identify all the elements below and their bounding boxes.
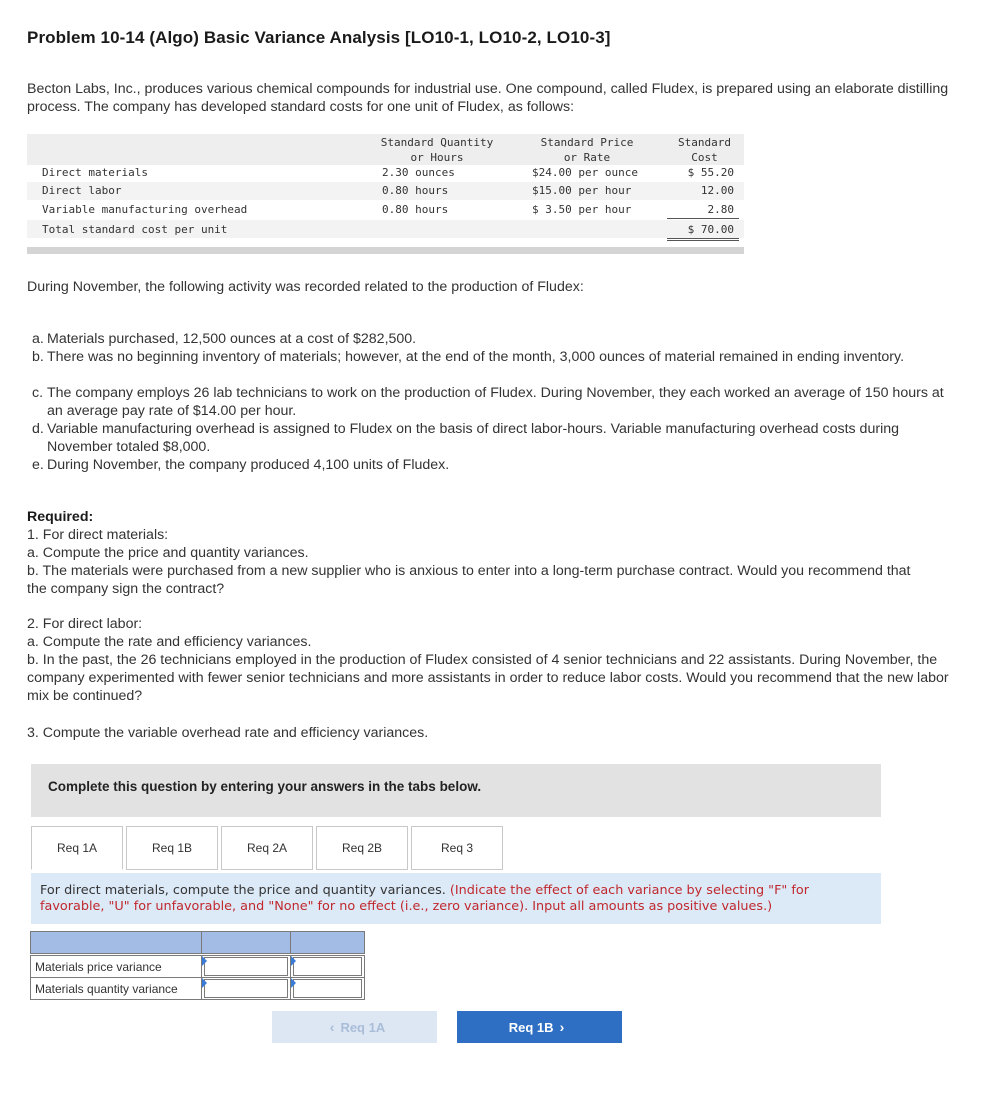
required-1-title: 1. For direct materials: [27,527,169,543]
answer-row-label: Materials quantity variance [30,977,202,1000]
intro-paragraph: Becton Labs, Inc., produces various chemical compounds for industrial use. One compound, called Fludex, is prepared using an elaborate distilling process. The company has developed standard costs for one unit of Fludex, as follows: [27,81,949,115]
header-price-line2: or Rate [563,151,611,164]
answer-row-label: Materials price variance [30,955,202,978]
instruction-note: (Indicate the effect of each variance by selecting "F" for favorable, "U" for unfavorable, and "None" for no effect (i.e., zero variance). Input all amounts as positive values.) [40,883,809,914]
row-price: $24.00 per ounce [532,166,638,179]
standard-cost-table [27,134,744,254]
required-2a: a. Compute the rate and efficiency variances. [27,634,312,650]
required-1a: a. Compute the price and quantity variances. [27,545,309,561]
row-label: Variable manufacturing overhead [42,203,248,216]
answer-table-header [201,931,291,954]
row-qty: 0.80 hours [382,184,449,197]
instructions-banner-text: Complete this question by entering your answers in the tabs below. [48,779,482,794]
header-qty-line2: or Hours [410,151,464,164]
total-label: Total standard cost per unit [42,223,228,236]
required-2b: b. In the past, the 26 technicians employed in the production of Fludex consisted of 4 senior technicians and 22 assistants. During November, the company experimented with fewer senior technicians and more assistants in order to reduce labor costs. Would you recommend that the new labor mix be continued? [27,652,949,704]
next-tab-button[interactable] [457,1011,622,1043]
table-row [201,955,291,978]
row-price: $ 3.50 per hour [532,203,632,216]
header-price-line1: Standard Price [540,136,634,149]
required-3: 3. Compute the variable overhead rate and efficiency variances. [27,725,429,741]
tab-req-1b[interactable]: Req 1B [126,826,218,870]
next-tab-label: Req 1B [508,1019,554,1035]
table-row [290,977,365,1000]
row-label: Direct labor [42,184,122,197]
prev-tab-label: Req 1A [340,1019,386,1035]
instructions-banner [31,764,881,817]
answer-table-header [290,931,365,954]
list-item: e. During November, the company produced 4,100 units of Fludex. [32,457,450,473]
prev-tab-button[interactable] [272,1011,437,1043]
table-row [201,977,291,1000]
chevron-left-icon: ‹ [329,1019,335,1035]
table-row [290,955,365,978]
header-qty-line1: Standard Quantity [380,136,494,149]
materials-price-variance-effect-select[interactable] [204,957,288,976]
answer-table-header [30,931,202,954]
input-marker-icon [291,956,296,966]
header-cost-line1: Standard [678,136,731,149]
tab-req-1a[interactable]: Req 1A [31,826,123,870]
list-item: b. There was no beginning inventory of materials; however, at the end of the month, 3,000 ounces of material remained in ending inventory. [32,349,905,365]
row-label: Direct materials [42,166,148,179]
list-item: a. Materials purchased, 12,500 ounces at a cost of $282,500. [32,331,417,347]
row-qty: 0.80 hours [382,203,449,216]
row-cost: $ 55.20 [687,166,734,179]
required-heading: Required: [27,509,94,525]
materials-price-variance-amount-input[interactable] [293,957,362,976]
instruction-box [31,873,881,924]
activity-intro: During November, the following activity was recorded related to the production of Fludex: [27,279,584,295]
row-cost: 12.00 [700,184,734,197]
instruction-text: For direct materials, compute the price and quantity variances. [40,883,450,898]
tab-req-2a[interactable]: Req 2A [221,826,313,870]
page-title: Problem 10-14 (Algo) Basic Variance Analysis [LO10-1, LO10-2, LO10-3] [27,28,611,47]
tab-req-3[interactable]: Req 3 [411,826,503,870]
required-1b: b. The materials were purchased from a new supplier who is anxious to enter into a long-term purchase contract. Would you recommend that the company sign the contract? [27,563,911,597]
chevron-right-icon: › [559,1019,565,1035]
materials-quantity-variance-effect-select[interactable] [204,979,288,998]
row-cost: 2.80 [707,203,734,216]
tab-req-2b[interactable]: Req 2B [316,826,408,870]
materials-quantity-variance-amount-input[interactable] [293,979,362,998]
list-item: c. The company employs 26 lab technicians to work on the production of Fludex. During November, they each worked an average of 150 hours at an average pay rate of $14.00 per hour. [32,385,944,419]
table-divider [27,247,744,254]
row-price: $15.00 per hour [532,184,632,197]
list-item: d. Variable manufacturing overhead is assigned to Fludex on the basis of direct labor-hours. Variable manufacturing overhead costs during November totaled $8,000. [32,421,899,455]
dropdown-marker-icon [202,956,207,966]
required-2-title: 2. For direct labor: [27,616,143,632]
header-cost-line2: Cost [691,151,718,164]
total-cost: $ 70.00 [687,223,734,236]
dropdown-marker-icon [202,978,207,988]
row-qty: 2.30 ounces [382,166,455,179]
input-marker-icon [291,978,296,988]
